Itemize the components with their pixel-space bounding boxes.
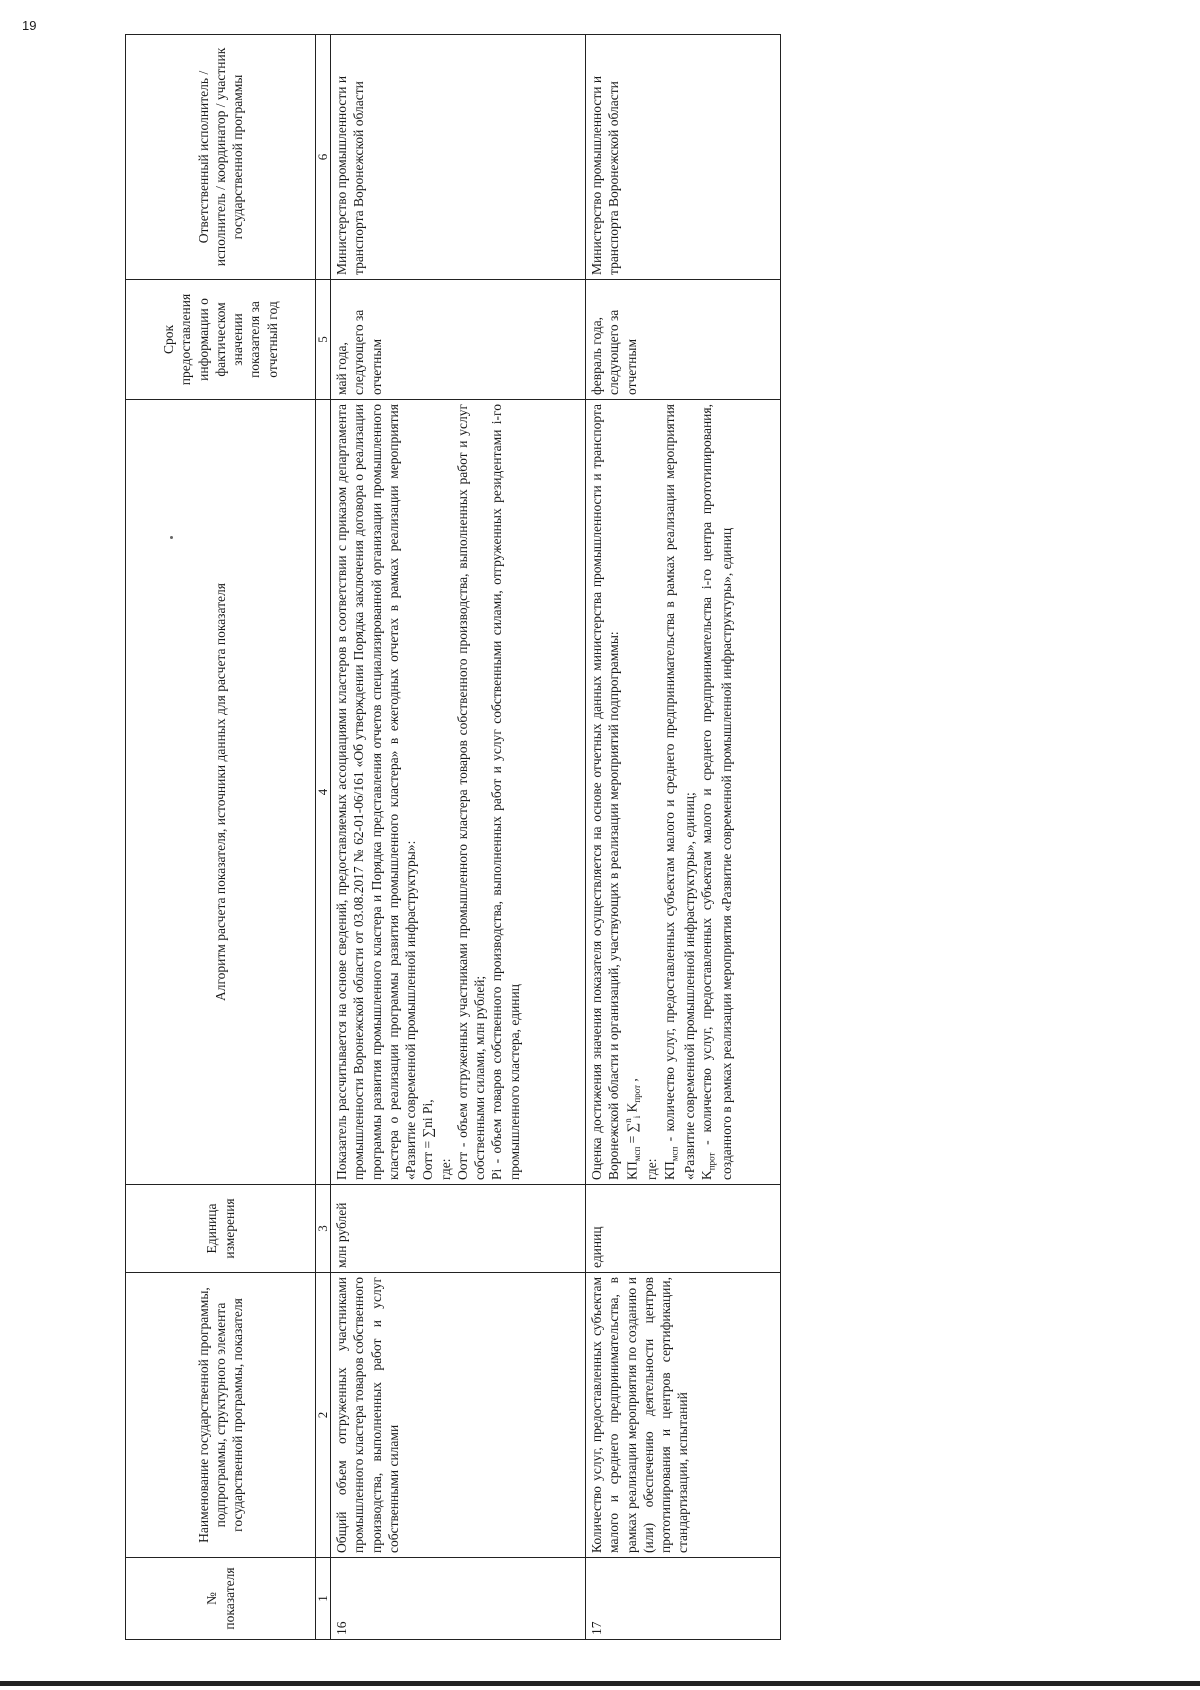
formula-tail: , [624,1078,640,1085]
definition-symbol-subscript: мсп [669,1146,680,1162]
formula-sum-index: i [631,1115,642,1119]
definition-symbol-subscript: прот [706,1152,717,1171]
algorithm-definition [661,404,698,1180]
header-name: Наименование государственной программы, подпрограммы, структурного элемента государственной программы, показателя [126,1273,316,1558]
definition-symbol: КП [661,1161,677,1180]
algorithm-formula [623,404,644,1180]
algorithm-intro: Показатель рассчитывается на основе сведений, предоставляемых ассоциациями кластеров в соответствии с приказом департамента промышленности Воронежской области от 03.08.2017 № 62-01-06/161 «Об утверждении Порядка заключения договора о реализации программы развития промышленного кластера и Порядка представления отчетов специализированной организации промышленного кластера о реализации программы развития промышленного кластера» в ежегодных отчетах в рамках реализации мероприятия «Развитие современной промышленной инфраструктуры»: [334,404,419,1180]
row-number: 16 [331,1558,586,1640]
column-number: 3 [316,1185,331,1273]
formula-sum-upper: n [622,1118,633,1123]
algorithm-formula: Оотт = ∑ni Pi, [420,1099,436,1180]
formula-term-subscript: прот [631,1084,642,1103]
indicator-algorithm [331,400,586,1185]
row-number: 17 [586,1558,781,1640]
formula-sum: = ∑ [624,1122,640,1147]
definition-text: - количество услуг, предоставленных субъектам малого и среднего предпринимательства i-го центра прототипирования, созданного в рамках реализации мероприятия «Развитие современной промышленной инфраструктуры», единиц [698,404,735,1180]
responsible-executor: Министерство промышленности и транспорта Воронежской области [331,35,586,280]
table-header-row [126,35,316,1640]
formula-lhs: КП [624,1161,640,1180]
formula-term: K [624,1102,640,1116]
indicators-table [125,34,781,1640]
header-responsible: Ответственный исполнитель / исполнитель / координатор / участник государственной программы [126,35,316,280]
report-term: февраль года, следующего за отчетным [586,280,781,400]
algorithm-where: где: [644,1158,660,1180]
indicator-unit: единиц [586,1185,781,1273]
indicator-name: Количество услуг, предоставленных субъектам малого и среднего предпринимательства, в рамках реализации мероприятия по созданию и (или) обеспечению деятельности центров прототипирования и центров сертификации, стандартизации, испытаний [586,1273,781,1558]
header-num: № показателя [126,1558,316,1640]
column-number: 2 [316,1273,331,1558]
header-unit: Единица измерения [126,1185,316,1273]
algorithm-definition: Оотт - объем отгруженных участниками промышленного кластера товаров собственного производства, выполненных работ и услуг собственными силами, млн рублей; [454,404,488,1180]
column-number: 1 [316,1558,331,1640]
definition-text: - количество услуг, предоставленных субъектам малого и среднего предпринимательства в рамках реализации мероприятия «Развитие современной промышленной инфраструктуры», единиц; [661,404,697,1180]
indicator-unit: млн рублей [331,1185,586,1273]
rotated-table-container [125,35,1145,1640]
algorithm-definition: Pi - объем товаров собственного производства, выполненных работ и услуг собственными силами, отгруженных резидентами i-го промышленного кластера, единиц [489,404,522,1180]
table-row [586,35,781,1640]
definition-symbol: K [698,1170,714,1180]
formula-lhs-subscript: мсп [631,1146,642,1162]
page-number: 19 [22,18,37,33]
column-number: 5 [316,280,331,400]
report-term: май года, следующего за отчетным [331,280,586,400]
indicator-name: Общий объем отгруженных участниками промышленного кластера товаров собственного производства, выполненных работ и услуг собственными силами [331,1273,586,1558]
column-number: 6 [316,35,331,280]
algorithm-intro: Оценка достижения значения показателя осуществляется на основе отчетных данных министерства промышленности и транспорта Воронежской области и организаций, участвующих в реализации мероприятий подпрограммы: [589,404,622,1180]
responsible-executor: Министерство промышленности и транспорта Воронежской области [586,35,781,280]
header-algorithm: Алгоритм расчета показателя, источники данных для расчета показателя [126,400,316,1185]
scan-edge-bar [0,1681,1200,1686]
indicator-algorithm [586,400,781,1185]
column-number-row [316,35,331,1640]
table-row [331,35,586,1640]
column-number: 4 [316,400,331,1185]
algorithm-definition [698,404,735,1180]
header-term: Срок предоставления информации о фактическом значении показателя за отчетный год [126,280,316,400]
algorithm-where: где: [437,1158,453,1180]
